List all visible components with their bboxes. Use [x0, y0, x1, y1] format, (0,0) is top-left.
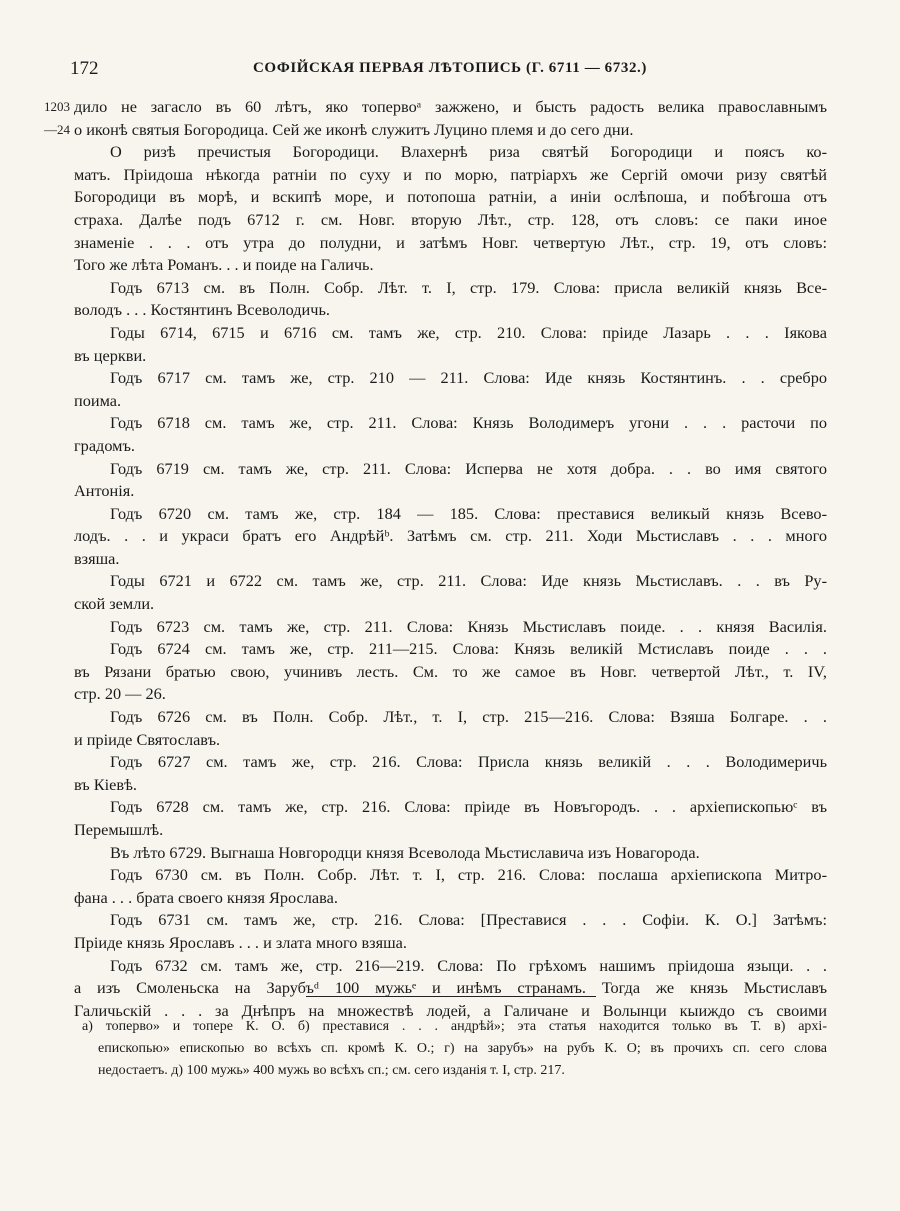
- text-line: Годъ 6723 см. тамъ же, стр. 211. Слова: Князь Мьстиславъ поиде. . . князя Василія.: [110, 616, 827, 636]
- text-line: Годъ 6728 см. тамъ же, стр. 216. Слова: пріиде въ Новъгородъ. . . архіепископьюᶜ въ: [110, 797, 827, 817]
- text-line: ской земли.: [74, 594, 155, 614]
- text-line: лодъ. . . и украси братъ его Андрѣйᵇ. Затѣмъ см. стр. 211. Ходи Мьстиславъ . . . много: [74, 526, 827, 546]
- text-line: Годъ 6713 см. въ Полн. Собр. Лѣт. т. I, стр. 179. Слова: присла великій князь Все-: [110, 277, 827, 297]
- page-header: [70, 58, 830, 86]
- text-line: въ Кіевѣ.: [74, 774, 137, 794]
- text-line: градомъ.: [74, 435, 135, 455]
- footnotes: [74, 1016, 827, 1082]
- text-line: Годъ 6731 см. тамъ же, стр. 216. Слова: [Преставися . . . Софіи. К. О.] Затѣмъ:: [110, 910, 827, 930]
- text-line: Годъ 6717 см. тамъ же, стр. 210 — 211. Слова: Иде князь Костянтинъ. . . сребро: [110, 368, 827, 388]
- text-line: знаменіе . . . отъ утра до полудни, и затѣмъ Новг. четвертую Лѣт., стр. 19, отъ словъ:: [74, 232, 827, 252]
- text-line: дило не загасло въ 60 лѣтъ, яко топервоᵃ зажжено, и бысть радость велика православнымъ: [74, 97, 827, 116]
- text-line: О ризѣ пречистыя Богородици. Влахернѣ риза святѣй Богородици и поясъ ко-: [110, 142, 827, 162]
- text-line: Годъ 6718 см. тамъ же, стр. 211. Слова: Князь Володимеръ угони . . . расточи по: [110, 413, 827, 433]
- text-line: Годъ 6724 см. тамъ же, стр. 211—215. Слова: Князь великій Мстиславъ поиде . . .: [110, 639, 827, 659]
- text-line: Годъ 6732 см. тамъ же, стр. 216—219. Слова: По грѣхомъ нашимъ пріидоша языци. . .: [110, 955, 827, 975]
- text-line: Годы 6714, 6715 и 6716 см. тамъ же, стр. 210. Слова: пріиде Лазарь . . . Іякова: [110, 322, 827, 342]
- margin-year-note: [44, 96, 70, 141]
- margin-year: 1203: [44, 99, 70, 114]
- page-number: 172: [70, 58, 99, 79]
- margin-year-range: —24: [44, 121, 70, 137]
- text-line: володъ . . . Костянтинъ Всеволодичь.: [74, 300, 330, 320]
- text-line: фана . . . брата своего князя Ярослава.: [74, 887, 338, 907]
- footnote-line: недостаетъ. д) 100 мужь» 400 мужь во всѣхъ сп.; см. сего изданія т. I, стр. 217.: [98, 1063, 565, 1078]
- text-line: Годы 6721 и 6722 см. тамъ же, стр. 211. Слова: Иде князь Мьстиславъ. . . въ Ру-: [110, 571, 827, 591]
- footnote-line: а) топерво» и топере К. О. б) преставися . . . андрѣй»; эта статья находится только въ Т. в) архі-: [82, 1019, 827, 1034]
- text-line: Годъ 6719 см. тамъ же, стр. 211. Слова: Исперва не хотя добра. . . во имя святого: [110, 458, 827, 478]
- text-line: поима.: [74, 390, 122, 410]
- text-line: Галичьскій . . . за Днѣпръ на множествѣ лодей, а Галичане и Волынци кыиждо съ своими: [74, 1000, 827, 1020]
- text-line: Въ лѣто 6729. Выгнаша Новгородци князя Всеволода Мьстиславича изъ Новагорода.: [110, 842, 700, 862]
- text-line: Годъ 6726 см. въ Полн. Собр. Лѣт., т. I, стр. 215—216. Слова: Взяша Болгаре. . .: [110, 707, 827, 727]
- text-line: страха. Далѣе подъ 6712 г. см. Новг. вторую Лѣт., стр. 128, отъ словъ: се паки иное: [74, 209, 827, 229]
- text-line: въ церкви.: [74, 345, 147, 365]
- text-line: стр. 20 — 26.: [74, 684, 166, 704]
- text-line: и пріиде Святославъ.: [74, 729, 221, 749]
- body-text: [74, 96, 827, 1022]
- footnote-rule: [306, 996, 596, 997]
- footnote-line: епископью» епископью во всѣхъ сп. кромѣ К. О.; г) на зарубъ» на рубъ К. О; въ прочихъ сп. сего слова: [98, 1041, 827, 1056]
- text-line: а изъ Смоленьска на Зарубъᵈ 100 мужьᵉ и инѣмъ странамъ. Тогда же князь Мьстиславъ: [74, 978, 827, 998]
- text-line: Богородици въ морѣ, и вскипѣ море, и потопоша ратніи, а иніи ослѣпоша, и побѣгоша отъ: [74, 187, 827, 207]
- text-line: Антонія.: [74, 481, 135, 501]
- text-line: Пріиде князь Ярославъ . . . и злата много взяша.: [74, 932, 407, 952]
- text-line: о иконѣ святыя Богородица. Сей же иконѣ служитъ Луцино племя и до сего дни.: [74, 119, 634, 139]
- running-title: СОФІЙСКАЯ ПЕРВАЯ ЛѢТОПИСЬ (Г. 6711 — 6732.): [252, 60, 647, 76]
- text-line: взяша.: [74, 548, 120, 568]
- text-line: Того же лѣта Романъ. . . и поиде на Галичь.: [74, 255, 374, 275]
- text-line: Годъ 6720 см. тамъ же, стр. 184 — 185. Слова: преставися великый князь Всево-: [110, 503, 827, 523]
- text-line: въ Рязани братью свою, учинивъ лесть. См. то же самое въ Новг. четвертой Лѣт., т. IV,: [74, 661, 827, 681]
- text-line: Перемышлѣ.: [74, 820, 164, 839]
- text-line: матъ. Пріидоша нѣкогда ратніи по суху и по морю, патріархъ же Сергій омочи ризу святѣй: [74, 164, 827, 184]
- text-line: Годъ 6727 см. тамъ же, стр. 216. Слова: Присла князь великій . . . Володимеричь: [110, 752, 827, 772]
- text-line: Годъ 6730 см. въ Полн. Собр. Лѣт. т. I, стр. 216. Слова: послаша архіепископа Митро-: [110, 865, 827, 885]
